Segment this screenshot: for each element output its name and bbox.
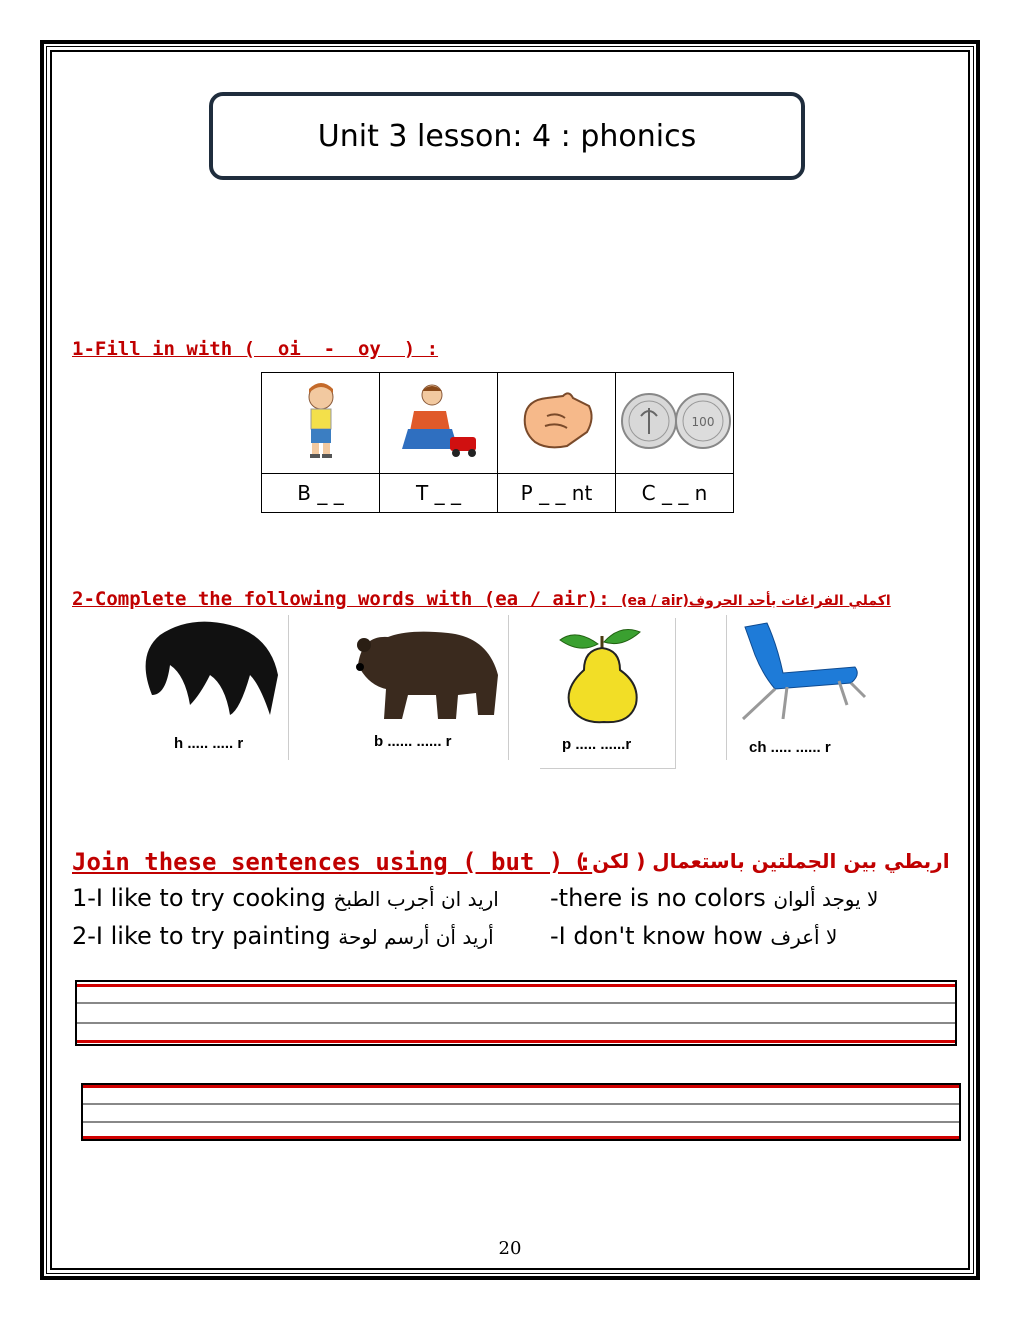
boy-image-cell — [262, 373, 380, 474]
coins-icon — [617, 386, 733, 456]
section2-heading — [72, 588, 891, 610]
sentence-2-left — [72, 922, 494, 950]
toy-image-cell — [380, 373, 498, 474]
writing-line — [77, 1002, 955, 1004]
section2-arabic-instruction: (ea / air)اكملي الفراغات بأحد الحروف — [621, 593, 891, 609]
answer-box-1[interactable] — [75, 980, 957, 1046]
word-cell: C _ _ n — [616, 474, 734, 513]
page-number: 20 — [498, 1238, 522, 1259]
hair-icon — [130, 615, 280, 725]
sentence-2-left-arabic: أريد أن أرسم لوحة — [338, 925, 494, 949]
hair-picture — [130, 615, 289, 760]
join-arabic-heading: اربطي بين الجملتين باستعمال ( لكن ) — [576, 849, 950, 873]
sentence-2-left-text: 2-I like to try painting — [72, 922, 331, 950]
sentence-1-right — [550, 884, 878, 912]
sentence-1-right-text: -there is no colors — [550, 884, 766, 912]
pear-label: p ..... ......r — [562, 736, 632, 753]
writing-line — [83, 1121, 959, 1123]
answer-box-2[interactable] — [81, 1083, 961, 1141]
bear-icon — [338, 615, 508, 725]
sentence-2-right-arabic: لا أعرف — [770, 925, 838, 949]
sentence-2-right-text: -I don't know how — [550, 922, 763, 950]
writing-line — [77, 1022, 955, 1024]
word-cell: T _ _ — [380, 474, 498, 513]
pointing-hand-icon — [517, 386, 597, 456]
chair-icon — [727, 615, 877, 725]
join-heading: Join these sentences using ( but ) : — [72, 848, 593, 876]
section1-heading: 1-Fill in with ( oi - oy ) : — [72, 338, 439, 360]
boy-icon — [291, 381, 351, 461]
sentence-1-left-arabic: اريد ان أجرب الطبخ — [333, 887, 499, 911]
writing-line — [83, 1103, 959, 1105]
point-image-cell — [498, 373, 616, 474]
svg-text:100: 100 — [691, 415, 714, 429]
chair-picture — [726, 615, 877, 760]
sentence-2-right — [550, 922, 837, 950]
writing-line — [83, 1085, 959, 1088]
chair-label: ch ..... ...... r — [749, 739, 831, 756]
title-box — [209, 92, 805, 180]
sentence-1-left — [72, 884, 499, 912]
phonics-table — [261, 372, 734, 513]
coin-image-cell — [616, 373, 734, 474]
writing-line — [77, 984, 955, 987]
sentence-1-left-text: 1-I like to try cooking — [72, 884, 326, 912]
pear-icon — [540, 618, 670, 728]
section2-heading-text: 2-Complete the following words with (ea / air): — [72, 588, 610, 610]
word-cell: B _ _ — [262, 474, 380, 513]
bear-picture — [338, 615, 509, 760]
writing-line — [77, 1040, 955, 1043]
sentence-1-right-arabic: لا يوجد ألوان — [773, 887, 879, 911]
writing-line — [83, 1136, 959, 1139]
toy-icon — [394, 381, 484, 461]
bear-label: b ...... ...... r — [374, 733, 452, 750]
page-title: Unit 3 lesson: 4 : phonics — [317, 118, 697, 154]
word-cell: P _ _ nt — [498, 474, 616, 513]
hair-label: h ..... ..... r — [174, 735, 244, 752]
pear-picture — [540, 618, 676, 769]
